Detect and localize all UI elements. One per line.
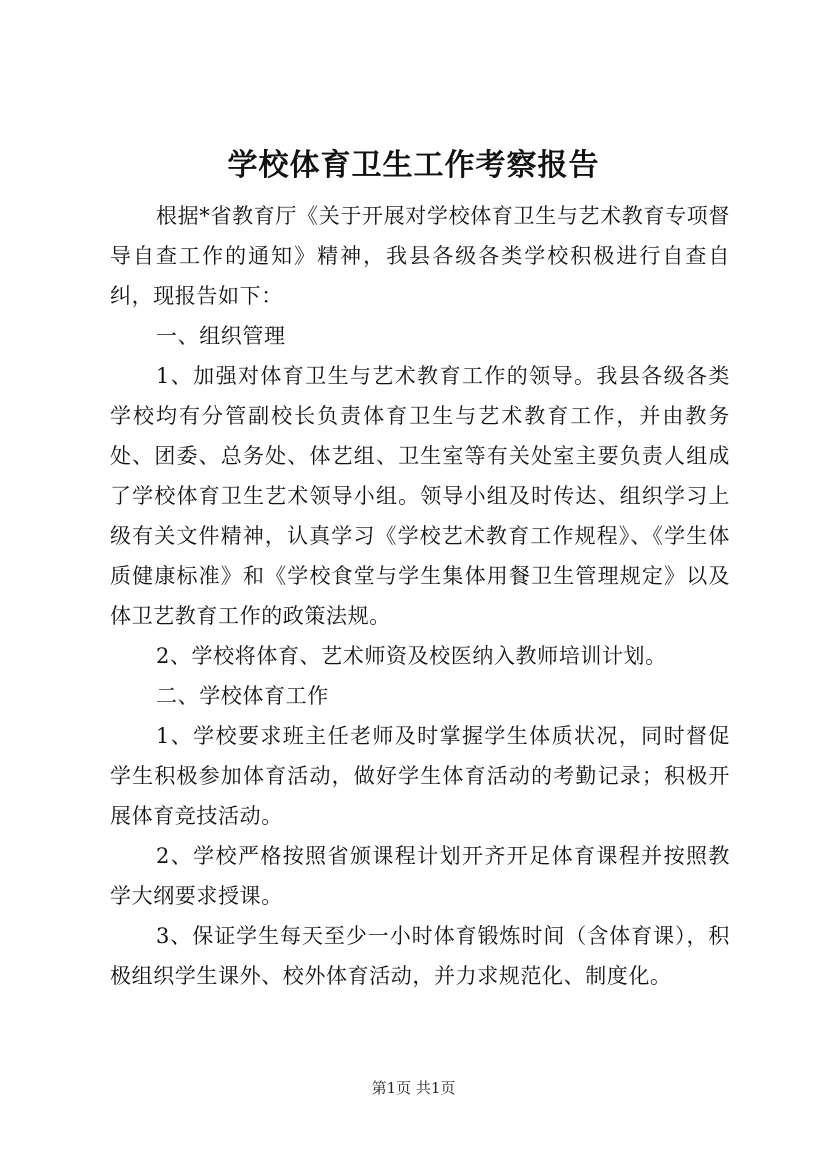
page-number-footer: 第1页 共1页 bbox=[371, 1079, 456, 1097]
heading-organization-management: 一、组织管理 bbox=[156, 324, 286, 348]
document-body bbox=[110, 196, 730, 996]
heading-school-pe-work: 二、学校体育工作 bbox=[156, 684, 329, 708]
paragraph-intro: 根据*省教育厅《关于开展对学校体育卫生与艺术教育专项督导自查工作的通知》精神，我县各级各类学校积极进行自查自纠，现报告如下： bbox=[110, 204, 730, 308]
paragraph-leadership: 1、加强对体育卫生与艺术教育工作的领导。我县各级各类学校均有分管副校长负责体育卫生与艺术教育工作，并由教务处、团委、总务处、体艺组、卫生室等有关处室主要负责人组成了学校体育卫生艺术领导小组。领导小组及时传达、组织学习上级有关文件精神，认真学习《学校艺术教育工作规程》、《学生体质健康标准》和《学校食堂与学生集体用餐卫生管理规定》以及体卫艺教育工作的政策法规。 bbox=[110, 364, 730, 628]
document-title: 学校体育卫生工作考察报告 bbox=[227, 148, 600, 183]
paragraph-student-fitness: 1、学校要求班主任老师及时掌握学生体质状况，同时督促学生积极参加体育活动，做好学生体育活动的考勤记录；积极开展体育竞技活动。 bbox=[110, 724, 730, 828]
paragraph-curriculum: 2、学校严格按照省颁课程计划开齐开足体育课程并按照教学大纲要求授课。 bbox=[110, 844, 730, 908]
paragraph-daily-exercise: 3、保证学生每天至少一小时体育锻炼时间（含体育课），积极组织学生课外、校外体育活动，并力求规范化、制度化。 bbox=[110, 924, 730, 988]
paragraph-teacher-training: 2、学校将体育、艺术师资及校医纳入教师培训计划。 bbox=[156, 644, 667, 668]
